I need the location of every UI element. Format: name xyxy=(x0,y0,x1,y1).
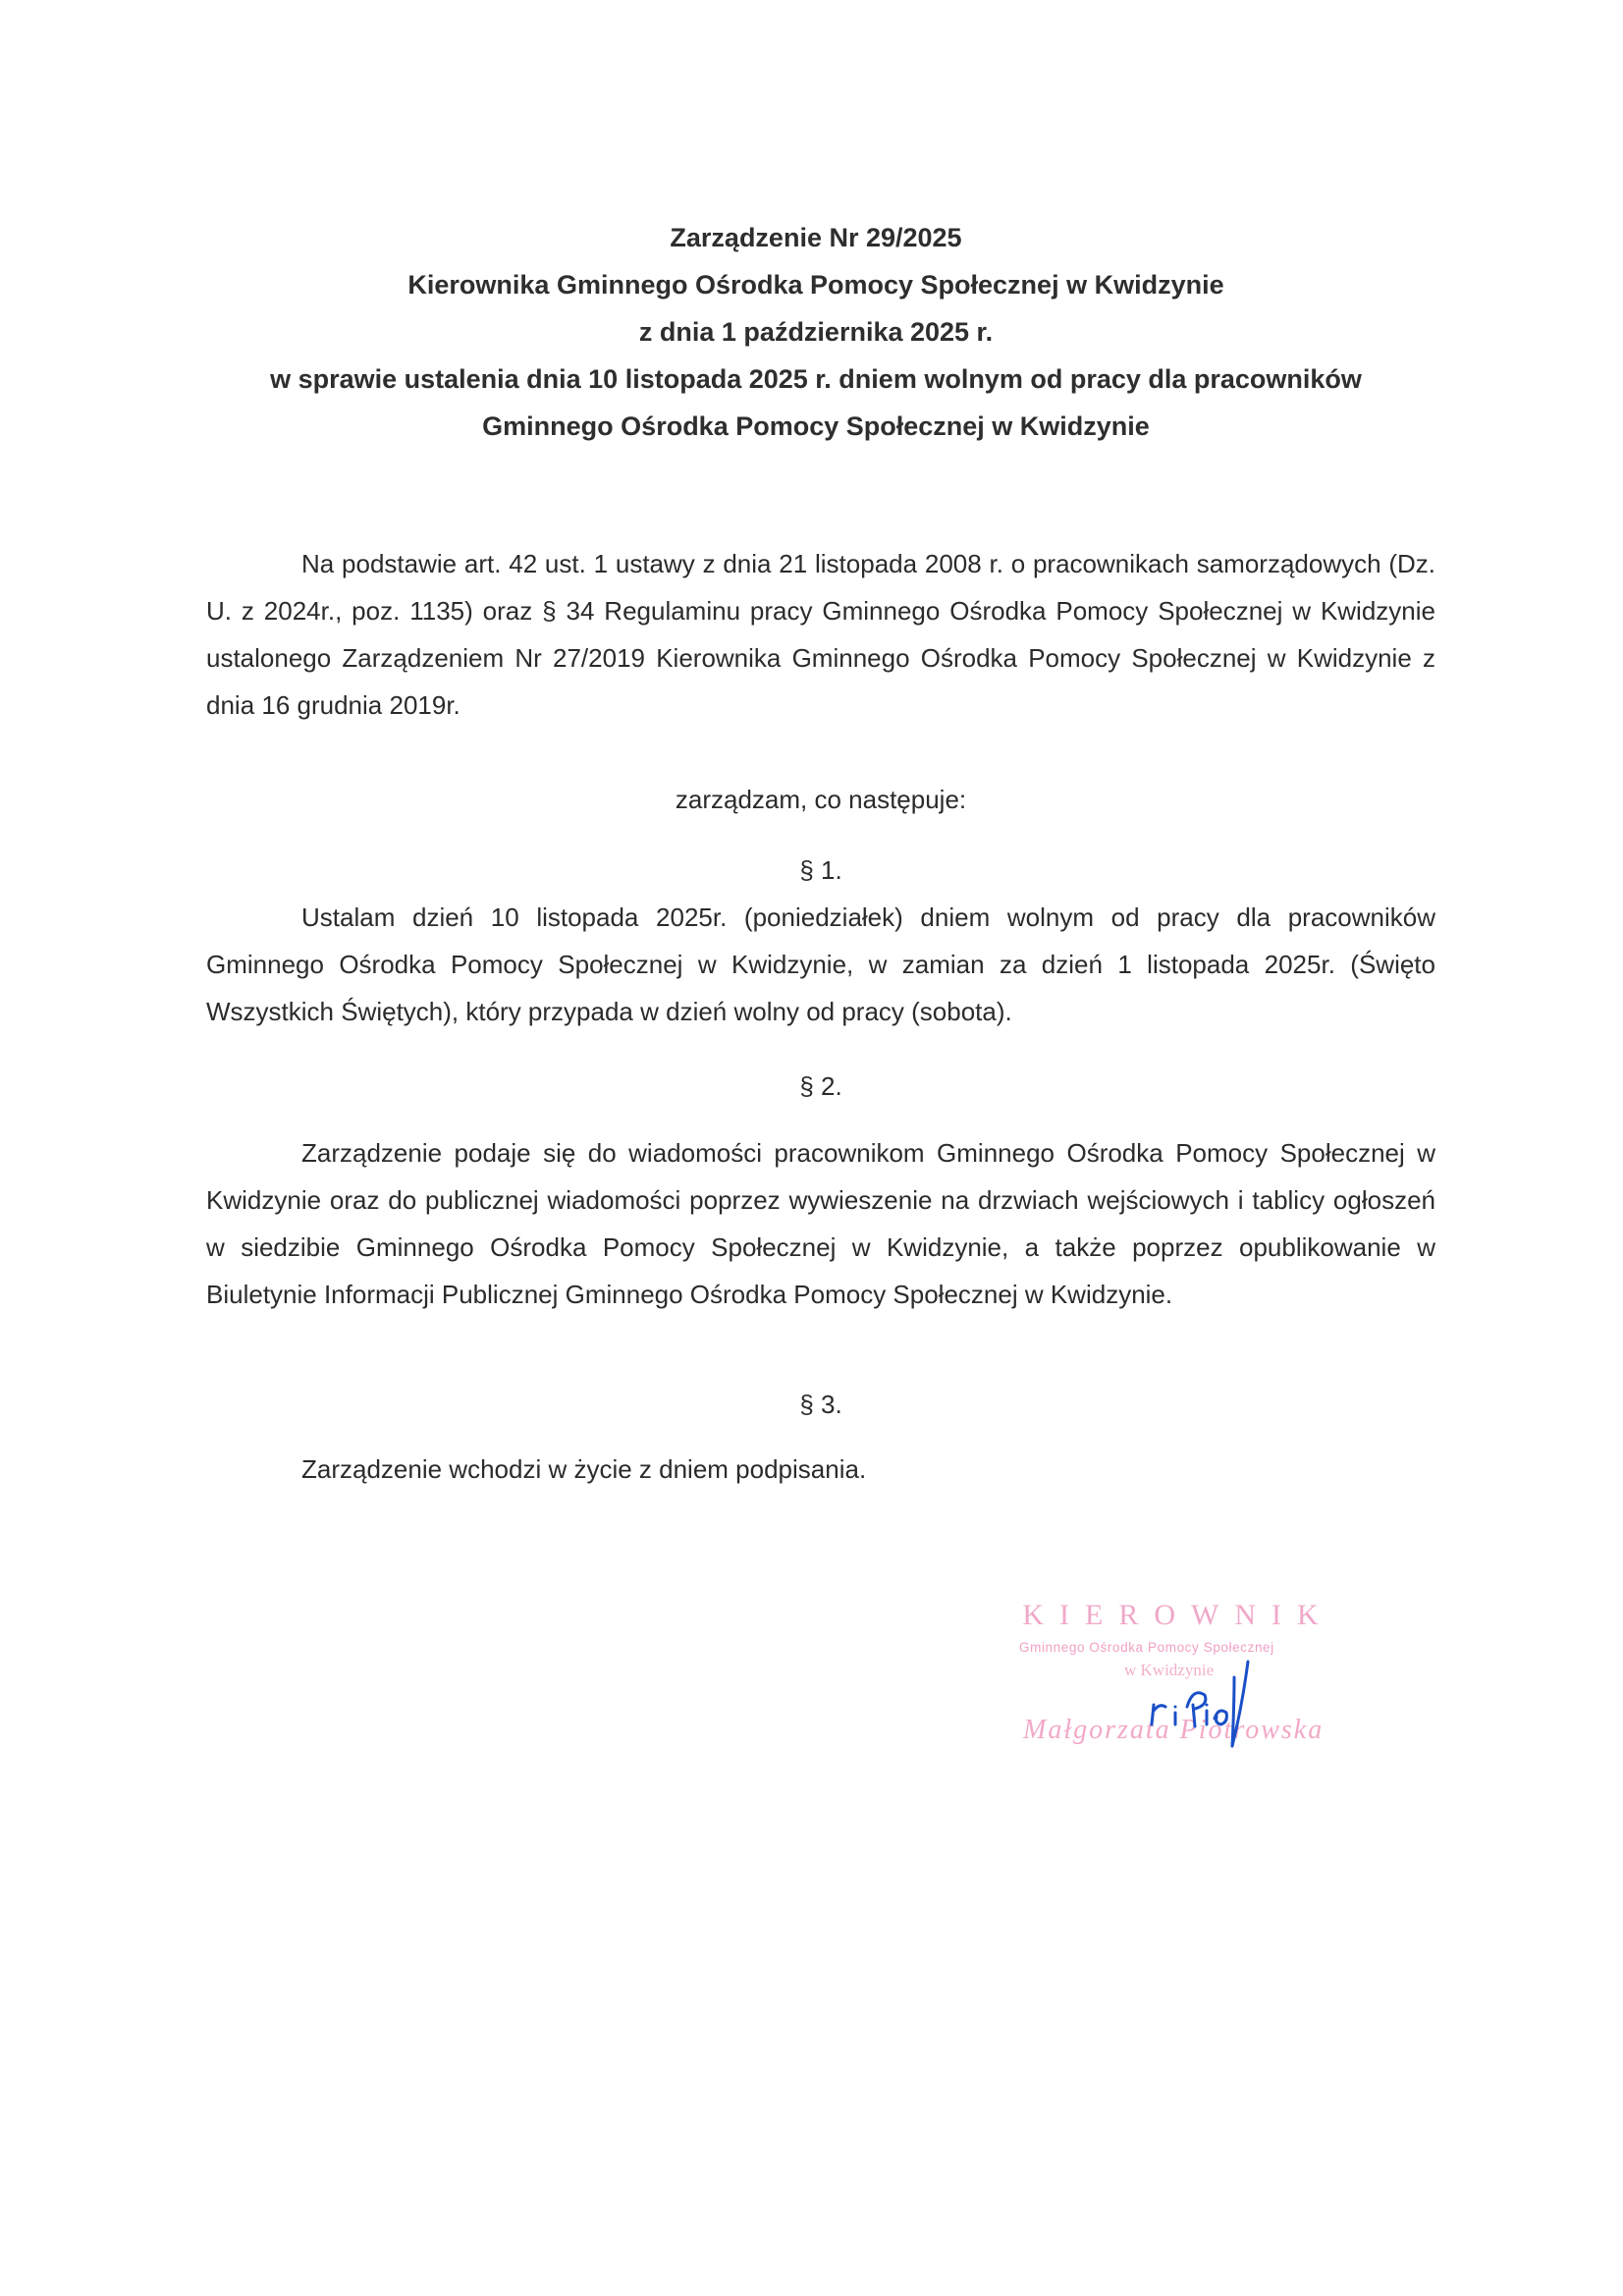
document-header xyxy=(196,214,1435,450)
section-3-heading: § 3. xyxy=(799,1390,842,1419)
decree-phrase: zarządzam, co następuje: xyxy=(675,785,967,814)
stamp-organization: Gminnego Ośrodka Pomocy Społecznej xyxy=(1019,1640,1274,1655)
subject-line: w sprawie ustalenia dnia 10 listopada 2025 r. dniem wolnym od pracy dla pracowników xyxy=(270,364,1362,394)
preamble-paragraph: Na podstawie art. 42 ust. 1 ustawy z dnia 21 listopada 2008 r. o pracownikach samorządowych (Dz. U. z 2024r., poz. 1135) oraz § 34 Regulaminu pracy Gminnego Ośrodka Pomocy Społecznej w Kwidzynie ustalonego Zarządzeniem Nr 27/2019 Kierownika Gminnego Ośrodka Pomocy Społecznej w Kwidzynie z dnia 16 grudnia 2019r. xyxy=(206,549,1435,720)
stamp-title: KIEROWNIK xyxy=(1022,1599,1334,1631)
document-title: Zarządzenie Nr 29/2025 xyxy=(670,223,962,252)
section-1-heading: § 1. xyxy=(799,855,842,885)
section-1-text: Ustalam dzień 10 listopada 2025r. (poniedziałek) dniem wolnym od pracy dla pracowników Gminnego Ośrodka Pomocy Społecznej w Kwidzynie, w zamian za dzień 1 listopada 2025r. (Święto Wszystkich Świętych), który przypada w dzień wolny od pracy (sobota). xyxy=(206,902,1435,1026)
official-stamp xyxy=(1011,1599,1375,1766)
issuer-line: Kierownika Gminnego Ośrodka Pomocy Społecznej w Kwidzynie xyxy=(407,270,1224,300)
date-line: z dnia 1 października 2025 r. xyxy=(638,317,994,347)
section-2-text: Zarządzenie podaje się do wiadomości pracownikom Gminnego Ośrodka Pomocy Społecznej w Kwidzynie oraz do publicznej wiadomości poprzez wywieszenie na drzwiach wejściowych i tablicy ogłoszeń w siedzibie Gminnego Ośrodka Pomocy Społecznej w Kwidzynie, a także poprzez opublikowanie w Biuletynie Informacji Publicznej Gminnego Ośrodka Pomocy Społecznej w Kwidzynie. xyxy=(206,1138,1435,1309)
stamp-city: w Kwidzynie xyxy=(1124,1661,1215,1679)
handwritten-signature-icon xyxy=(1144,1648,1262,1756)
section-2-heading: § 2. xyxy=(799,1071,842,1101)
subject-line-2: Gminnego Ośrodka Pomocy Społecznej w Kwidzynie xyxy=(482,411,1150,441)
section-3-text: Zarządzenie wchodzi w życie z dniem podpisania. xyxy=(301,1454,867,1484)
stamp-name: Małgorzata Piotrowska xyxy=(1023,1715,1325,1745)
